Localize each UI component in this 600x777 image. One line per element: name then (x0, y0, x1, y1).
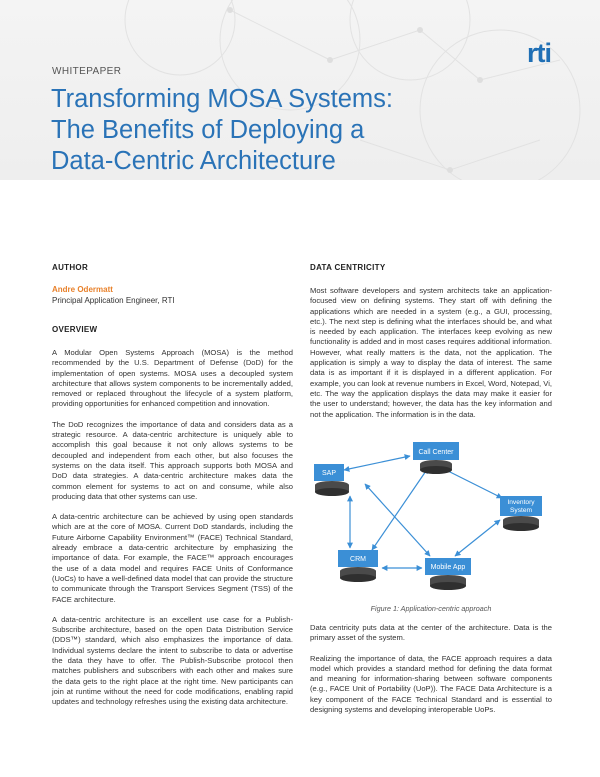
left-column (52, 263, 293, 708)
svg-text:SAP: SAP (321, 470, 337, 477)
author-role: Principal Application Engineer, RTI (52, 296, 175, 305)
node-crm (338, 550, 378, 582)
svg-text:Mobile App: Mobile App (430, 564, 466, 571)
overview-paragraph-2: The DoD recognizes the importance of data and considers data as a strategic resource. A data-centric architecture is uniquely able to accomplish this goal because it not only allows systems to be decoupled and independent from each other, but also focuses the systems on the data itself. This approach supports both MOSA and DoD data strategies. A data-centric architecture makes data the common element for systems to act on and consume, while also producing data that other systems can use. (52, 419, 293, 501)
data-centricity-paragraph: Most software developers and system architects take an application-focused view on defining systems. They start off with defining the applications which are needed in a system (e.g., a GUI, processing, etc.). The next step is defining what the interfaces should be, and what is needed by each application. The interfaces keep evolving as new functionality is added and in most cases requires additional information. However, what really matters is the data, not the application. The application is simply a way to display the data of interest. The same data is as important if it is displayed in a different application. For example, you can look at revenue numbers in Excel, Word, Notepad, Vi, etc. The way the application displays the data may make it easier for the user to understand; however, the data has the key information and not the application. The information is in the data. (310, 286, 553, 419)
title-line-2: The Benefits of Deploying a (51, 116, 365, 144)
data-centricity-paragraph-2: Data centricity puts data at the center of the architecture. Data is the primary asset of the system. (310, 623, 552, 643)
page-title (51, 84, 521, 177)
svg-text:CRM: CRM (350, 556, 366, 563)
node-inventory-system (500, 496, 542, 531)
overview-heading: OVERVIEW (52, 325, 98, 334)
node-sap (314, 464, 349, 496)
document-type-label: WHITEPAPER (52, 66, 122, 77)
data-centricity-paragraph-3: Realizing the importance of data, the FACE approach requires a data model which provides a standard method for defining the data format and meaning for information-sharing between software components (e.g., FACE Unit of Portability (UoP)). The FACE Data Architecture is a key component of the FACE Technical Standard and is essential to designing systems and developing interoperable UoPs. (310, 653, 552, 715)
title-line-3: Data-Centric Architecture (51, 147, 336, 175)
svg-text:Call Center: Call Center (418, 449, 454, 456)
data-centricity-heading: DATA CENTRICITY (310, 263, 386, 272)
author-heading: AUTHOR (52, 263, 89, 272)
right-column-continued (310, 623, 552, 715)
svg-text:Inventory: Inventory (507, 499, 535, 506)
svg-text:System: System (510, 507, 532, 514)
node-mobile-app (425, 558, 471, 590)
author-name: Andre Odermatt (52, 285, 113, 294)
application-centric-diagram (310, 438, 560, 603)
node-call-center (413, 442, 459, 474)
title-line-1: Transforming MOSA Systems: (51, 85, 393, 113)
overview-paragraph-3: A data-centric architecture can be achieved by using open standards which are at the core of MOSA. Current DoD standards, including the Future Airborne Capability Environment™ (FACE) Technical Standard, already embrace a data-centric architecture by emphasizing the importance of data. For example, the FACE™ approach encourages the use of a data model and requires FACE Units of Conformance (UoCs) to have a well-defined data model that can provide the structure to communicate through the Transport Services Segment (TSS) of the FACE architecture. (52, 512, 293, 604)
figure-caption: Figure 1: Application-centric approach (370, 604, 492, 613)
rti-logo: rti (527, 38, 551, 68)
right-column (310, 263, 552, 420)
overview-paragraph-1: A Modular Open Systems Approach (MOSA) is the method recommended by the U.S. Department of Defense (DoD) for the implementation of open systems. MOSA uses a decoupled system architecture that allows system components to be incrementally added, removed or replaced throughout the lifecycle of a system platform, providing opportunities for enhanced competition and innovation. (52, 348, 293, 409)
overview-paragraph-4: A data-centric architecture is an excellent use case for a Publish-Subscribe architecture, based on the open Data Distribution Service (DDS™) standard, which also emphasizes the importance of data. Individual systems declare the intent to subscribe to data or advertise the data they have to offer. The Publish-Subscribe protocol then matches publishers and subscribers with each other and makes sure the data gets to the right place at the right time. New participants can join at runtime without the need for code modifications, enabling rapid updates and technology refreshes using the existing data architecture. (52, 614, 293, 707)
